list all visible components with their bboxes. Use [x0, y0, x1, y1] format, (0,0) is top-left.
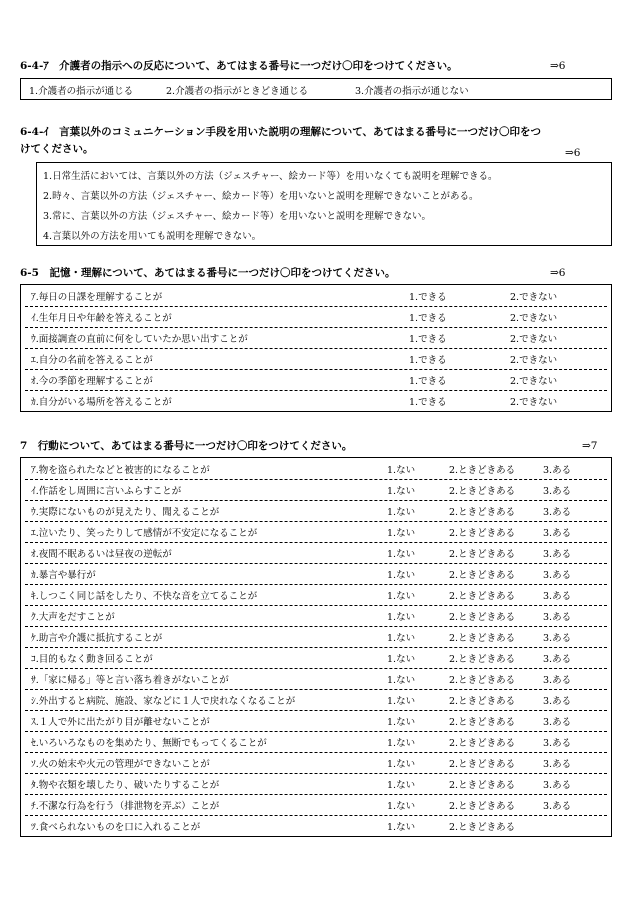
q7-choice-2[interactable]: 2.ときどきある [449, 696, 516, 707]
q7-choice-1[interactable]: 1.ない [387, 696, 416, 707]
q65-choice-1[interactable]: 1.できる [409, 313, 447, 324]
q7-choice-1[interactable]: 1.ない [387, 591, 416, 602]
q7-item-label: ｱ.物を盗られたなどと被害的になることが [31, 465, 210, 476]
question-7-table [20, 457, 612, 837]
q7-choice-3[interactable]: 3.ある [543, 696, 572, 707]
q7-choice-1[interactable]: 1.ない [387, 507, 416, 518]
q7-choice-1[interactable]: 1.ない [387, 528, 416, 539]
q7-row [25, 689, 607, 711]
q65-item-label: ｲ.生年月日や年齢を答えることが [31, 313, 172, 324]
q7-item-label: ﾁ.不潔な行為を行う（排泄物を弄ぶ）ことが [31, 801, 220, 812]
q7-choice-2[interactable]: 2.ときどきある [449, 822, 516, 833]
q7-item-label: ｳ.実際にないものが見えたり、聞えることが [31, 507, 220, 518]
option-6-4-b-3[interactable]: 3.常に、言葉以外の方法（ジェスチャー、絵カード等）を用いないと説明を理解できない。 [43, 211, 432, 222]
q7-item-label: ｽ.１人で外に出たがり目が離せないことが [31, 717, 210, 728]
q7-item-label: ｾ.いろいろなものを集めたり、無断でもってくることが [31, 738, 267, 749]
q7-choice-2[interactable]: 2.ときどきある [449, 738, 516, 749]
q7-choice-3[interactable]: 3.ある [543, 801, 572, 812]
q7-item-label: ｿ.火の始末や火元の管理ができないことが [31, 759, 210, 770]
question-6-4-a-arrow: ⇒6 [550, 60, 566, 72]
q7-choice-2[interactable]: 2.ときどきある [449, 549, 516, 560]
option-6-4-a-1[interactable]: 1.介護者の指示が通じる [29, 86, 134, 97]
q7-choice-2[interactable]: 2.ときどきある [449, 612, 516, 623]
q7-row [25, 521, 607, 543]
option-6-4-b-2[interactable]: 2.時々、言葉以外の方法（ジェスチャー、絵カード等）を用いないと説明を理解できないことがある。 [43, 191, 479, 202]
q7-choice-2[interactable]: 2.ときどきある [449, 717, 516, 728]
q7-choice-1[interactable]: 1.ない [387, 780, 416, 791]
q65-item-label: ｶ.自分がいる場所を答えることが [31, 397, 172, 408]
q65-choice-1[interactable]: 1.できる [409, 292, 447, 303]
q65-item-label: ｴ.自分の名前を答えることが [31, 355, 153, 366]
q7-row [25, 458, 607, 480]
q7-row [25, 563, 607, 585]
q7-choice-1[interactable]: 1.ない [387, 822, 416, 833]
q7-choice-3[interactable]: 3.ある [543, 738, 572, 749]
q7-choice-3[interactable]: 3.ある [543, 780, 572, 791]
q7-item-label: ｵ.夜間不眠あるいは昼夜の逆転が [31, 549, 172, 560]
q7-choice-1[interactable]: 1.ない [387, 738, 416, 749]
question-6-5-title [20, 265, 615, 282]
q7-choice-3[interactable]: 3.ある [543, 654, 572, 665]
question-6-4-a-options-box [20, 78, 612, 100]
q7-item-label: ｷ.しつこく同じ話をしたり、不快な音を立てることが [31, 591, 258, 602]
q7-choice-1[interactable]: 1.ない [387, 633, 416, 644]
q7-item-label: ｼ.外出すると病院、施設、家などに１人で戻れなくなることが [31, 696, 296, 707]
q7-item-label: ｸ.大声をだすことが [31, 612, 115, 623]
q65-choice-1[interactable]: 1.できる [409, 397, 447, 408]
question-6-4-a-title [20, 58, 615, 75]
question-7-text: 7 行動について、あてはまる番号に一つだけ〇印をつけてください。 [20, 440, 353, 452]
q7-row [25, 668, 607, 690]
q7-choice-1[interactable]: 1.ない [387, 486, 416, 497]
q65-choice-2[interactable]: 2.できない [510, 292, 558, 303]
q7-row [25, 815, 607, 836]
q65-item-label: ｵ.今の季節を理解することが [31, 376, 153, 387]
q7-choice-2[interactable]: 2.ときどきある [449, 591, 516, 602]
q7-row [25, 479, 607, 501]
q7-choice-1[interactable]: 1.ない [387, 612, 416, 623]
q7-item-label: ｺ.目的もなく動き回ることが [31, 654, 153, 665]
q7-choice-2[interactable]: 2.ときどきある [449, 633, 516, 644]
q7-item-label: ｲ.作話をし周囲に言いふらすことが [31, 486, 182, 497]
q7-item-label: ﾂ.食べられないものを口に入れることが [31, 822, 201, 833]
q65-row [25, 285, 607, 307]
question-7-title [20, 438, 615, 455]
q65-choice-2[interactable]: 2.できない [510, 334, 558, 345]
question-6-4-b-options-box [36, 162, 612, 246]
option-6-4-a-2[interactable]: 2.介護者の指示がときどき通じる [166, 86, 309, 97]
q65-row [25, 369, 607, 391]
q7-item-label: ｻ.「家に帰る」等と言い落ち着きがないことが [31, 675, 229, 686]
q7-choice-2[interactable]: 2.ときどきある [449, 801, 516, 812]
q65-row [25, 306, 607, 328]
question-6-4-b-title [20, 124, 615, 158]
q65-choice-1[interactable]: 1.できる [409, 334, 447, 345]
q7-choice-3[interactable]: 3.ある [543, 759, 572, 770]
q7-choice-3[interactable]: 3.ある [543, 528, 572, 539]
option-6-4-b-4[interactable]: 4.言葉以外の方法を用いても説明を理解できない。 [43, 231, 262, 242]
q7-choice-2[interactable]: 2.ときどきある [449, 570, 516, 581]
q7-choice-1[interactable]: 1.ない [387, 465, 416, 476]
question-6-4-b-arrow: ⇒6 [565, 147, 581, 159]
q7-row [25, 647, 607, 669]
question-6-5-table [20, 284, 612, 412]
q7-choice-3[interactable]: 3.ある [543, 570, 572, 581]
q7-item-label: ﾀ.物や衣類を壊したり、破いたりすることが [31, 780, 220, 791]
q7-item-label: ｶ.暴言や暴行が [31, 570, 96, 581]
q7-row [25, 752, 607, 774]
q7-choice-3[interactable]: 3.ある [543, 465, 572, 476]
q7-row [25, 731, 607, 753]
q7-choice-1[interactable]: 1.ない [387, 675, 416, 686]
q7-item-label: ｹ.助言や介護に抵抗することが [31, 633, 163, 644]
q65-choice-2[interactable]: 2.できない [510, 376, 558, 387]
q7-row [25, 794, 607, 816]
q7-choice-3[interactable]: 3.ある [543, 486, 572, 497]
q7-choice-1[interactable]: 1.ない [387, 549, 416, 560]
q7-choice-1[interactable]: 1.ない [387, 801, 416, 812]
q7-choice-2[interactable]: 2.ときどきある [449, 465, 516, 476]
q7-row [25, 542, 607, 564]
q7-row [25, 626, 607, 648]
q7-choice-1[interactable]: 1.ない [387, 654, 416, 665]
q65-item-label: ｳ.面接調査の直前に何をしていたか思い出すことが [31, 334, 248, 345]
q7-row [25, 605, 607, 627]
q7-row [25, 773, 607, 795]
q65-item-label: ｱ.毎日の日課を理解することが [31, 292, 163, 303]
q65-choice-1[interactable]: 1.できる [409, 355, 447, 366]
q7-choice-3[interactable]: 3.ある [543, 591, 572, 602]
q65-choice-2[interactable]: 2.できない [510, 355, 558, 366]
q7-choice-1[interactable]: 1.ない [387, 717, 416, 728]
q7-choice-2[interactable]: 2.ときどきある [449, 654, 516, 665]
q7-item-label: ｴ.泣いたり、笑ったりして感情が不安定になることが [31, 528, 258, 539]
option-6-4-b-1[interactable]: 1.日常生活においては、言葉以外の方法（ジェスチャー、絵カード等）を用いなくても説明を理解できる。 [43, 171, 498, 182]
q7-row [25, 500, 607, 522]
q65-row [25, 327, 607, 349]
q7-row [25, 584, 607, 606]
q7-choice-2[interactable]: 2.ときどきある [449, 528, 516, 539]
q65-choice-2[interactable]: 2.できない [510, 313, 558, 324]
question-6-4-b-text-line1: 6-4-ｲ 言葉以外のコミュニケーション手段を用いた説明の理解について、あてはまる番号に一つだけ〇印をつ [20, 126, 542, 138]
question-6-5-text: 6-5 記憶・理解について、あてはまる番号に一つだけ〇印をつけてください。 [20, 267, 396, 279]
q7-choice-3[interactable]: 3.ある [543, 717, 572, 728]
option-6-4-a-3[interactable]: 3.介護者の指示が通じない [355, 86, 469, 97]
q65-row [25, 390, 607, 411]
q7-choice-3[interactable]: 3.ある [543, 633, 572, 644]
q65-choice-2[interactable]: 2.できない [510, 397, 558, 408]
q65-row [25, 348, 607, 370]
q7-choice-3[interactable]: 3.ある [543, 549, 572, 560]
question-6-4-b-text-line2: けてください。 [20, 143, 94, 155]
question-6-4-a-text: 6-4-ｱ 介護者の指示への反応について、あてはまる番号に一つだけ〇印をつけてください。 [20, 60, 458, 72]
q7-choice-2[interactable]: 2.ときどきある [449, 486, 516, 497]
q7-choice-2[interactable]: 2.ときどきある [449, 759, 516, 770]
question-7-arrow: ⇒7 [582, 440, 598, 452]
q7-choice-1[interactable]: 1.ない [387, 570, 416, 581]
q7-choice-3[interactable]: 3.ある [543, 507, 572, 518]
q7-choice-1[interactable]: 1.ない [387, 759, 416, 770]
q7-choice-2[interactable]: 2.ときどきある [449, 507, 516, 518]
q65-choice-1[interactable]: 1.できる [409, 376, 447, 387]
question-6-5-arrow: ⇒6 [550, 267, 566, 279]
q7-row [25, 710, 607, 732]
q7-choice-2[interactable]: 2.ときどきある [449, 780, 516, 791]
q7-choice-2[interactable]: 2.ときどきある [449, 675, 516, 686]
q7-choice-3[interactable]: 3.ある [543, 675, 572, 686]
q7-choice-3[interactable]: 3.ある [543, 612, 572, 623]
